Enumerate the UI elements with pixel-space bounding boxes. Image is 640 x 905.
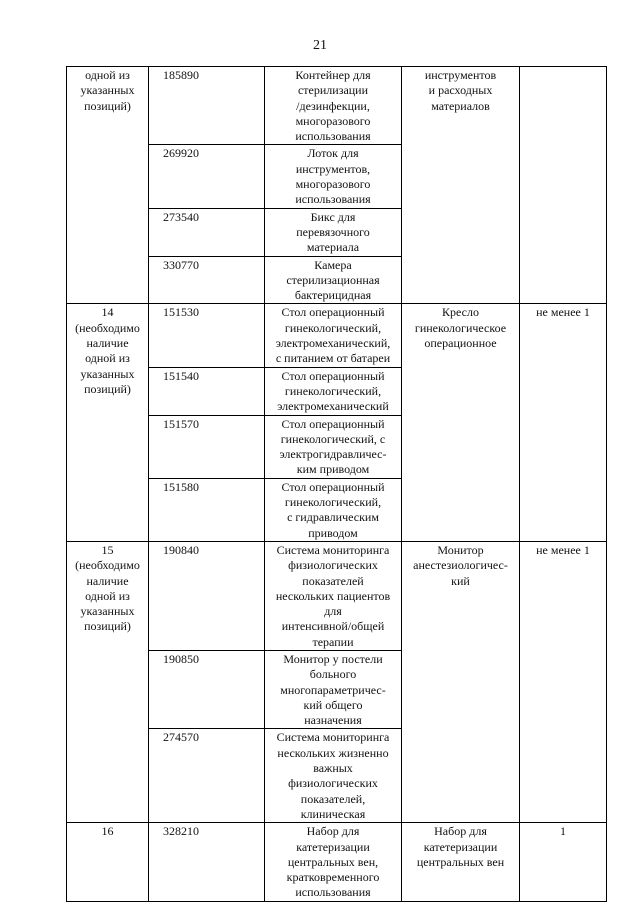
item-name-cell: Стол операционный гинекологический, с гидравлическим приводом: [265, 478, 402, 541]
item-name-cell: Бикс для перевязочного материала: [265, 208, 402, 256]
group-name-cell: Кресло гинекологическое операционное: [402, 304, 520, 541]
item-name-cell: Стол операционный гинекологический, с электрогидравличес- ким приводом: [265, 415, 402, 478]
quantity-cell: 1: [520, 823, 607, 901]
table-row: [67, 541, 607, 650]
item-code-cell: 330770: [149, 256, 265, 304]
page-number: 21: [313, 38, 327, 53]
item-code-cell: 151530: [149, 304, 265, 367]
table-row: [67, 67, 607, 145]
item-code-cell: 151570: [149, 415, 265, 478]
item-code-cell: 273540: [149, 208, 265, 256]
item-code-cell: 269920: [149, 145, 265, 208]
table-row: [67, 823, 607, 901]
equipment-table: [66, 66, 607, 902]
group-number-cell: 15 (необходимо наличие одной из указанных позиций): [67, 541, 149, 822]
item-code-cell: 190840: [149, 541, 265, 650]
item-name-cell: Система мониторинга физиологических показателей нескольких пациентов для интенсивной/общей терапии: [265, 541, 402, 650]
item-name-cell: Монитор у постели больного многопараметричес- кий общего назначения: [265, 650, 402, 728]
item-code-cell: 151540: [149, 367, 265, 415]
item-code-cell: 190850: [149, 650, 265, 728]
item-name-cell: Стол операционный гинекологический, электромеханический, с питанием от батареи: [265, 304, 402, 367]
quantity-cell: [520, 67, 607, 304]
group-number-cell: одной из указанных позиций): [67, 67, 149, 304]
group-number-cell: 14 (необходимо наличие одной из указанных позиций): [67, 304, 149, 541]
group-name-cell: Монитор анестезиологичес- кий: [402, 541, 520, 822]
item-code-cell: 151580: [149, 478, 265, 541]
item-code-cell: 185890: [149, 67, 265, 145]
item-name-cell: Лоток для инструментов, многоразового использования: [265, 145, 402, 208]
table-row: [67, 304, 607, 367]
item-name-cell: Камера стерилизационная бактерицидная: [265, 256, 402, 304]
item-name-cell: Система мониторинга нескольких жизненно важных физиологических показателей, клиническая: [265, 729, 402, 823]
group-name-cell: Набор для катетеризации центральных вен: [402, 823, 520, 901]
item-code-cell: 274570: [149, 729, 265, 823]
quantity-cell: не менее 1: [520, 541, 607, 822]
item-name-cell: Набор для катетеризации центральных вен, кратковременного использования: [265, 823, 402, 901]
quantity-cell: не менее 1: [520, 304, 607, 541]
item-name-cell: Контейнер для стерилизации /дезинфекции, многоразового использования: [265, 67, 402, 145]
group-name-cell: инструментов и расходных материалов: [402, 67, 520, 304]
item-name-cell: Стол операционный гинекологический, электромеханический: [265, 367, 402, 415]
group-number-cell: 16: [67, 823, 149, 901]
item-code-cell: 328210: [149, 823, 265, 901]
